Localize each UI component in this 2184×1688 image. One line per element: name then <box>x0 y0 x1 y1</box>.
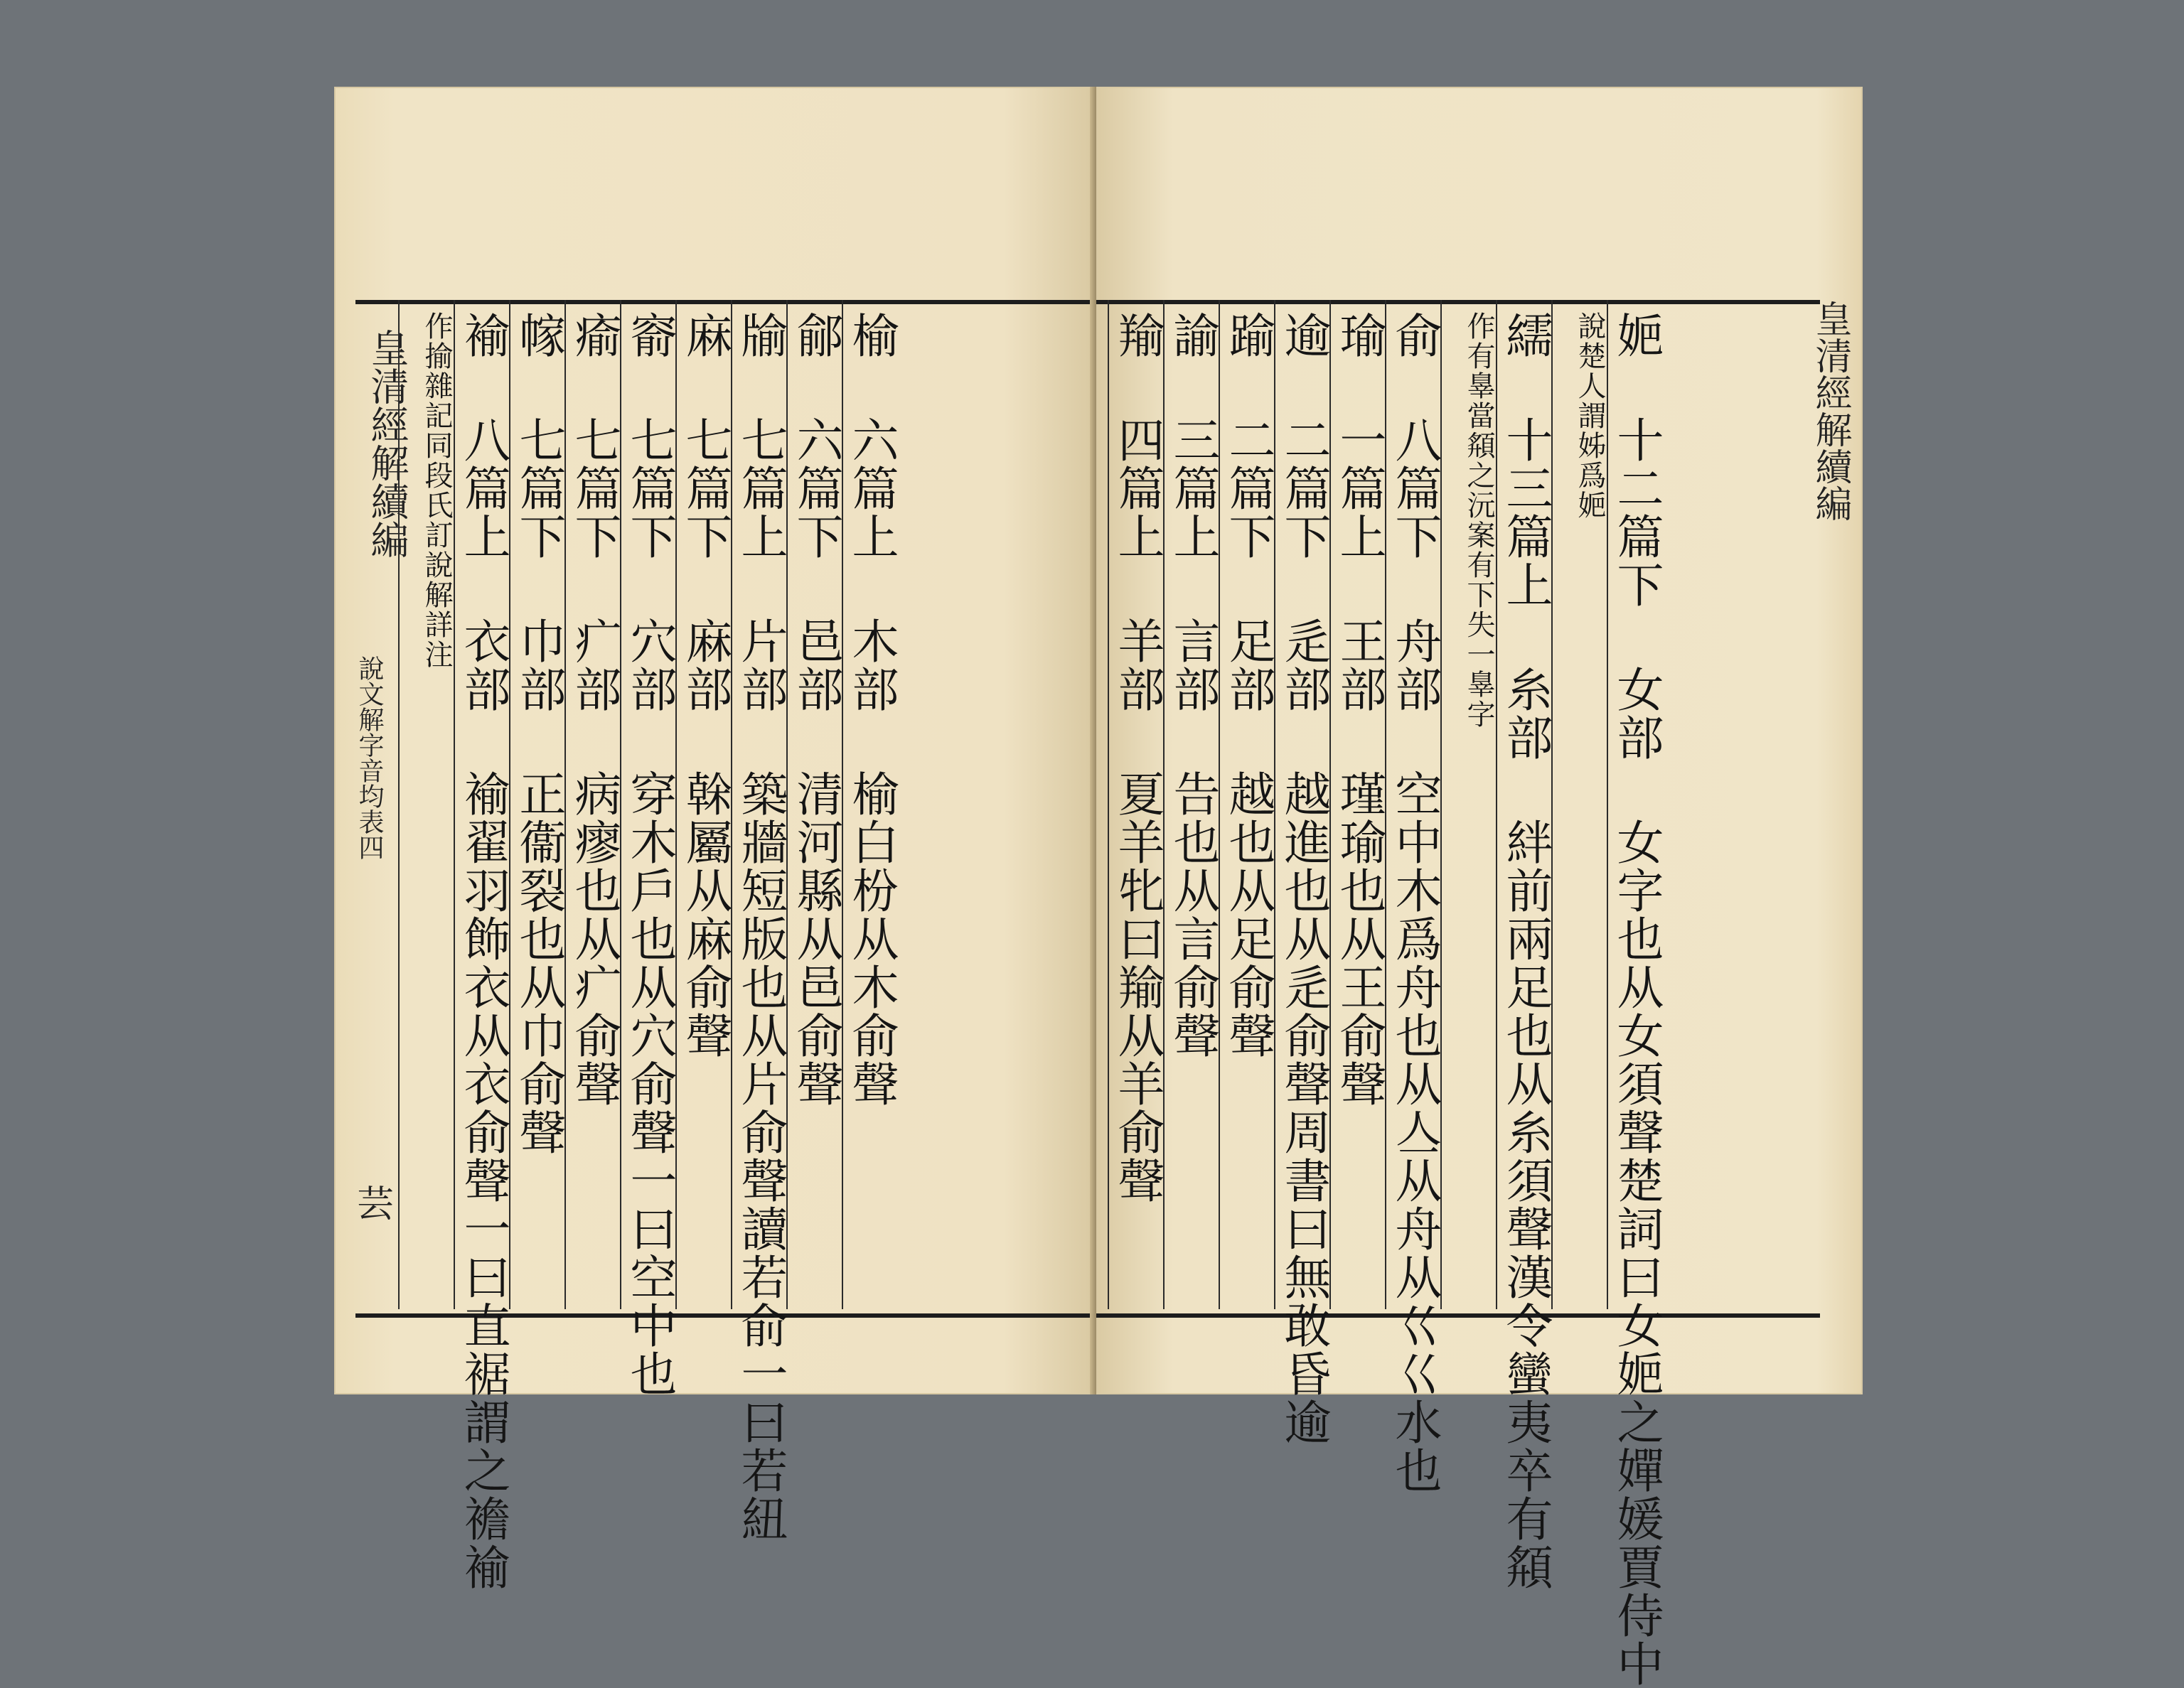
left-page <box>334 87 1095 1591</box>
text-column: 作揄雜記同段氏訂說解詳注 <box>398 300 454 1309</box>
text-column: 幏 七篇下 巾部 正衞裂也从巾俞聲 <box>509 300 564 1309</box>
text-column: 俞 八篇下 舟部 空中木爲舟也从亼从舟从巜巜水也 <box>1385 300 1440 1309</box>
page-number: 芸 <box>357 1183 395 1226</box>
text-column: 作有辠當頯之沅案有下失一辠字 <box>1440 300 1496 1309</box>
text-column: 窬 七篇下 穴部 穿木戶也从穴俞聲一曰空中也 <box>620 300 675 1309</box>
text-column: 諭 三篇上 言部 告也从言俞聲 <box>1163 300 1219 1309</box>
text-column: 麻 七篇下 麻部 榦屬从麻俞聲 <box>675 300 731 1309</box>
open-book <box>334 87 1863 1688</box>
text-column: 逾 二篇下 辵部 越進也从辵俞聲周書曰無敢昏逾 <box>1274 300 1329 1309</box>
text-column: 鄃 六篇下 邑部 清河縣从邑俞聲 <box>786 300 842 1309</box>
section-title: 說文解字音均表四 <box>355 655 384 860</box>
right-page <box>1096 87 1863 1688</box>
text-column: 繻 十三篇上 糸部 絆前兩足也从糸須聲漢令蠻夷卒有頯 <box>1496 300 1551 1309</box>
text-column: 榆 六篇上 木部 榆白枌从木俞聲 <box>842 300 897 1309</box>
text-column: 㛂 十二篇下 女部 女字也从女須聲楚詞曰女㛂之嬋媛賈侍中 <box>1607 300 1662 1309</box>
text-column: 說楚人謂姊爲㛂 <box>1551 300 1607 1309</box>
text-column: 羭 四篇上 羊部 夏羊牝曰羭从羊俞聲 <box>1108 300 1163 1309</box>
book-title: 皇清經解續編 <box>365 328 410 559</box>
text-column: 牏 七篇上 片部 築牆短版也从片俞聲讀若俞一曰若紐 <box>731 300 786 1309</box>
book-title: 皇清經解續編 <box>1809 300 1851 522</box>
text-column: 褕 八篇上 衣部 褕翟羽飾衣从衣俞聲一曰直裾謂之襜褕 <box>454 300 509 1309</box>
text-column: 瑜 一篇上 王部 瑾瑜也从王俞聲 <box>1329 300 1385 1309</box>
text-column: 踰 二篇下 足部 越也从足俞聲 <box>1219 300 1274 1309</box>
text-column: 瘉 七篇下 疒部 病瘳也从疒俞聲 <box>564 300 620 1309</box>
